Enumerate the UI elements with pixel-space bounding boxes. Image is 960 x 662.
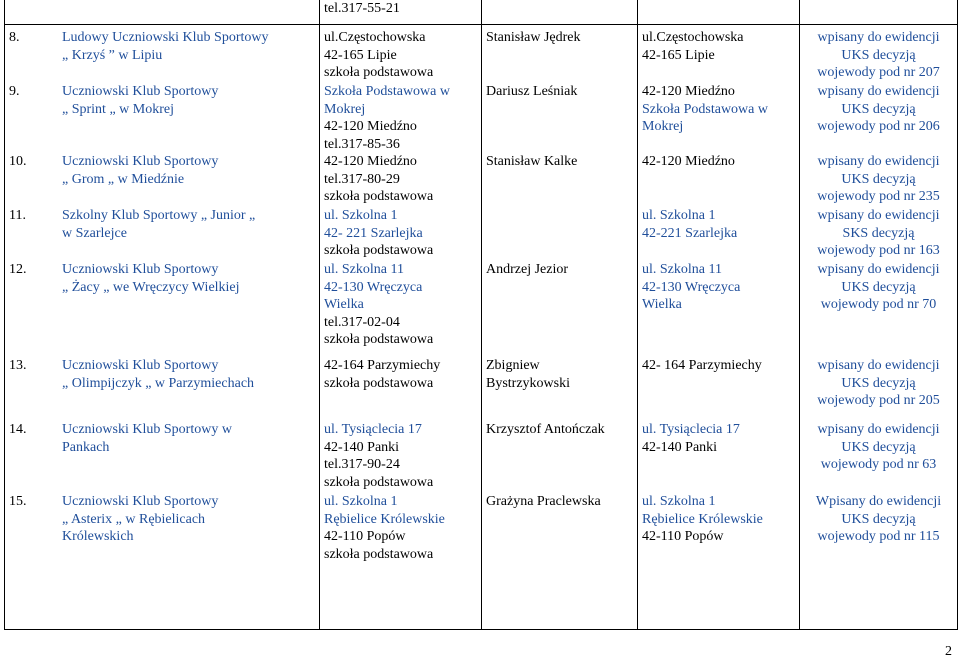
- club-name-line: „ Grom „ w Miedźnie: [62, 171, 185, 187]
- address-line: 42- 221 Szarlejka: [324, 225, 423, 241]
- contact-line: ul. Tysiąclecia 17: [642, 422, 740, 437]
- contact-line: 42-120 Miedźno: [642, 154, 735, 169]
- registry-line: UKS decyzją: [841, 375, 916, 391]
- address-line: tel.317-80-29: [324, 171, 400, 187]
- contact-line: ul. Szkolna 1: [642, 208, 716, 223]
- address-line: tel.317-85-36: [324, 136, 400, 152]
- contact-line: Szkoła Podstawowa w: [642, 101, 768, 117]
- address-line: ul. Tysiąclecia 17: [324, 422, 422, 437]
- president-name: Stanisław Jędrek: [486, 30, 581, 45]
- club-name-line: „ Krzyś ” w Lipiu: [62, 47, 163, 63]
- club-entry: [9, 493, 319, 629]
- club-name-line: „ Asterix „ w Rębielicach: [62, 511, 206, 527]
- registry-line: UKS decyzją: [841, 511, 916, 527]
- address-line: szkoła podstawowa: [324, 243, 434, 258]
- address-entry: [324, 153, 481, 207]
- registry-line: wpisany do ewidencji: [817, 422, 940, 437]
- address-line: Mokrej: [324, 101, 366, 117]
- president-name: Grażyna Praclewska: [486, 494, 601, 509]
- registry-line: wojewody pod nr 163: [817, 243, 940, 258]
- president-entry: [486, 357, 637, 421]
- address-line: 42-110 Popów: [324, 529, 406, 544]
- club-number: 12.: [9, 262, 27, 277]
- address-line: szkoła podstawowa: [324, 332, 434, 347]
- registry-line: wojewody pod nr 206: [817, 119, 940, 134]
- club-name-line: „ Olimpijczyk „ w Parzymiechach: [62, 375, 255, 391]
- club-entry: [9, 83, 319, 153]
- registry-line: UKS decyzją: [841, 171, 916, 187]
- registry-line: wpisany do ewidencji: [817, 84, 940, 99]
- president-entry: [486, 153, 637, 207]
- address-entry: [324, 421, 481, 493]
- registry-line: SKS decyzją: [842, 225, 915, 241]
- registry-line: wpisany do ewidencji: [817, 262, 940, 277]
- registry-line: UKS decyzją: [841, 279, 916, 295]
- president-entry: [486, 83, 637, 153]
- contact-line: Mokrej: [642, 119, 684, 134]
- contact-line: 42-130 Wręczyca: [642, 279, 741, 295]
- registry-entry: [800, 261, 957, 357]
- contact-line: 42-120 Miedźno: [642, 84, 735, 99]
- club-name-line: „ Sprint „ w Mokrej: [62, 101, 174, 117]
- registry-line: UKS decyzją: [841, 101, 916, 117]
- registry-line: wojewody pod nr 205: [817, 393, 940, 408]
- president-name: Bystrzykowski: [486, 375, 570, 391]
- address-phone: tel.317-55-21: [324, 1, 400, 16]
- registry-line: Wpisany do ewidencji: [815, 494, 942, 509]
- registry-line: wpisany do ewidencji: [817, 358, 940, 373]
- president-entry: [486, 29, 637, 83]
- address-line: 42-140 Panki: [324, 439, 400, 455]
- registry-line: wojewody pod nr 207: [817, 65, 940, 80]
- club-number: 15.: [9, 494, 27, 509]
- club-registry-table: [4, 0, 958, 630]
- club-addresses-column: [320, 25, 482, 630]
- president-name: Andrzej Jezior: [486, 262, 569, 277]
- address-line: ul. Szkolna 1: [324, 494, 398, 509]
- club-number: 14.: [9, 422, 27, 437]
- president-entry: [486, 493, 637, 629]
- registry-line: UKS decyzją: [841, 439, 916, 455]
- club-number: 9.: [9, 84, 20, 99]
- registry-entry: [800, 493, 957, 629]
- address-line: Rębielice Królewskie: [324, 511, 445, 527]
- address-line: ul. Szkolna 11: [324, 262, 404, 277]
- table-row-previous: [5, 0, 958, 25]
- address-line: 42-165 Lipie: [324, 47, 397, 63]
- address-entry: [324, 357, 481, 421]
- club-contact-column: [638, 25, 800, 630]
- contact-line: 42-165 Lipie: [642, 47, 715, 63]
- registry-line: wojewody pod nr 235: [817, 189, 940, 204]
- club-name-line: Ludowy Uczniowski Klub Sportowy: [62, 30, 269, 45]
- address-entry: [324, 493, 481, 629]
- contact-entry: [642, 261, 799, 357]
- contact-entry: [642, 357, 799, 421]
- contact-entry: [642, 421, 799, 493]
- club-name-line: Uczniowski Klub Sportowy: [62, 262, 219, 277]
- club-number: 8.: [9, 30, 20, 45]
- club-name-line: Pankach: [62, 439, 110, 455]
- registry-entry: [800, 83, 957, 153]
- contact-line: Rębielice Królewskie: [642, 511, 763, 527]
- club-entry: [9, 29, 319, 83]
- registry-entry: [800, 421, 957, 493]
- contact-line: 42- 164 Parzymiechy: [642, 358, 762, 373]
- club-name-line: „ Żacy „ we Wręczycy Wielkiej: [62, 279, 240, 295]
- registry-line: wojewody pod nr 115: [817, 529, 940, 544]
- contact-entry: [642, 83, 799, 153]
- contact-line: Wielka: [642, 297, 682, 312]
- address-line: tel.317-02-04: [324, 314, 400, 330]
- club-name-line: Uczniowski Klub Sportowy: [62, 154, 219, 169]
- club-number: 10.: [9, 154, 27, 169]
- registry-line: UKS decyzją: [841, 47, 916, 63]
- table-row-clubs: [5, 25, 958, 630]
- address-line: ul.Częstochowska: [324, 30, 426, 45]
- club-entry: [9, 357, 319, 421]
- contact-entry: [642, 153, 799, 207]
- contact-line: 42-221 Szarlejka: [642, 225, 738, 241]
- club-entry: [9, 261, 319, 357]
- registry-entry: [800, 207, 957, 261]
- president-name: Zbigniew: [486, 358, 540, 373]
- address-line: 42-120 Miedźno: [324, 154, 417, 169]
- address-entry: [324, 83, 481, 153]
- contact-line: ul. Szkolna 1: [642, 494, 716, 509]
- contact-line: 42-140 Panki: [642, 439, 718, 455]
- address-line: szkoła podstawowa: [324, 65, 434, 80]
- president-entry: [486, 261, 637, 357]
- president-name: Dariusz Leśniak: [486, 84, 578, 99]
- club-number: 13.: [9, 358, 27, 373]
- club-entry: [9, 153, 319, 207]
- club-name-line: Uczniowski Klub Sportowy: [62, 494, 219, 509]
- address-line: Wielka: [324, 297, 364, 312]
- club-name-line: Uczniowski Klub Sportowy w: [62, 422, 232, 437]
- address-line: 42-120 Miedźno: [324, 119, 417, 134]
- club-entry: [9, 207, 319, 261]
- contact-entry: [642, 207, 799, 261]
- president-entry: [486, 207, 637, 261]
- address-line: szkoła podstawowa: [324, 474, 434, 490]
- registry-entry: [800, 29, 957, 83]
- club-entry: [9, 421, 319, 493]
- president-name: Stanisław Kalke: [486, 154, 578, 169]
- address-line: 42-164 Parzymiechy: [324, 358, 441, 373]
- club-registry-column: [800, 25, 958, 630]
- president-entry: [486, 421, 637, 493]
- address-entry: [324, 207, 481, 261]
- address-line: Szkoła Podstawowa w: [324, 84, 450, 99]
- club-name-line: Szkolny Klub Sportowy „ Junior „: [62, 208, 256, 223]
- address-line: ul. Szkolna 1: [324, 208, 398, 223]
- registry-entry: [800, 357, 957, 421]
- address-line: szkoła podstawowa: [324, 189, 434, 204]
- address-line: szkoła podstawowa: [324, 375, 434, 391]
- registry-line: wpisany do ewidencji: [817, 30, 940, 45]
- contact-line: ul. Szkolna 11: [642, 262, 722, 277]
- registry-entry: [800, 153, 957, 207]
- contact-line: ul.Częstochowska: [642, 30, 744, 45]
- contact-entry: [642, 29, 799, 83]
- page-number: 2: [945, 644, 952, 659]
- club-name-line: w Szarlejce: [62, 225, 127, 241]
- club-name-line: Królewskich: [62, 529, 134, 544]
- address-line: 42-130 Wręczyca: [324, 279, 423, 295]
- club-name-line: Uczniowski Klub Sportowy: [62, 358, 219, 373]
- club-name-line: Uczniowski Klub Sportowy: [62, 84, 219, 99]
- contact-line: 42-110 Popów: [642, 529, 724, 544]
- registry-line: wojewody pod nr 70: [820, 297, 937, 312]
- club-number: 11.: [9, 208, 26, 223]
- president-name: Krzysztof Antończak: [486, 422, 605, 437]
- address-line: tel.317-90-24: [324, 457, 400, 472]
- address-line: szkoła podstawowa: [324, 546, 434, 562]
- club-presidents-column: [482, 25, 638, 630]
- address-entry: [324, 261, 481, 357]
- registry-line: wpisany do ewidencji: [817, 154, 940, 169]
- address-entry: [324, 29, 481, 83]
- registry-line: wpisany do ewidencji: [817, 208, 940, 223]
- club-names-column: [5, 25, 320, 630]
- registry-line: wojewody pod nr 63: [820, 457, 937, 472]
- contact-entry: [642, 493, 799, 629]
